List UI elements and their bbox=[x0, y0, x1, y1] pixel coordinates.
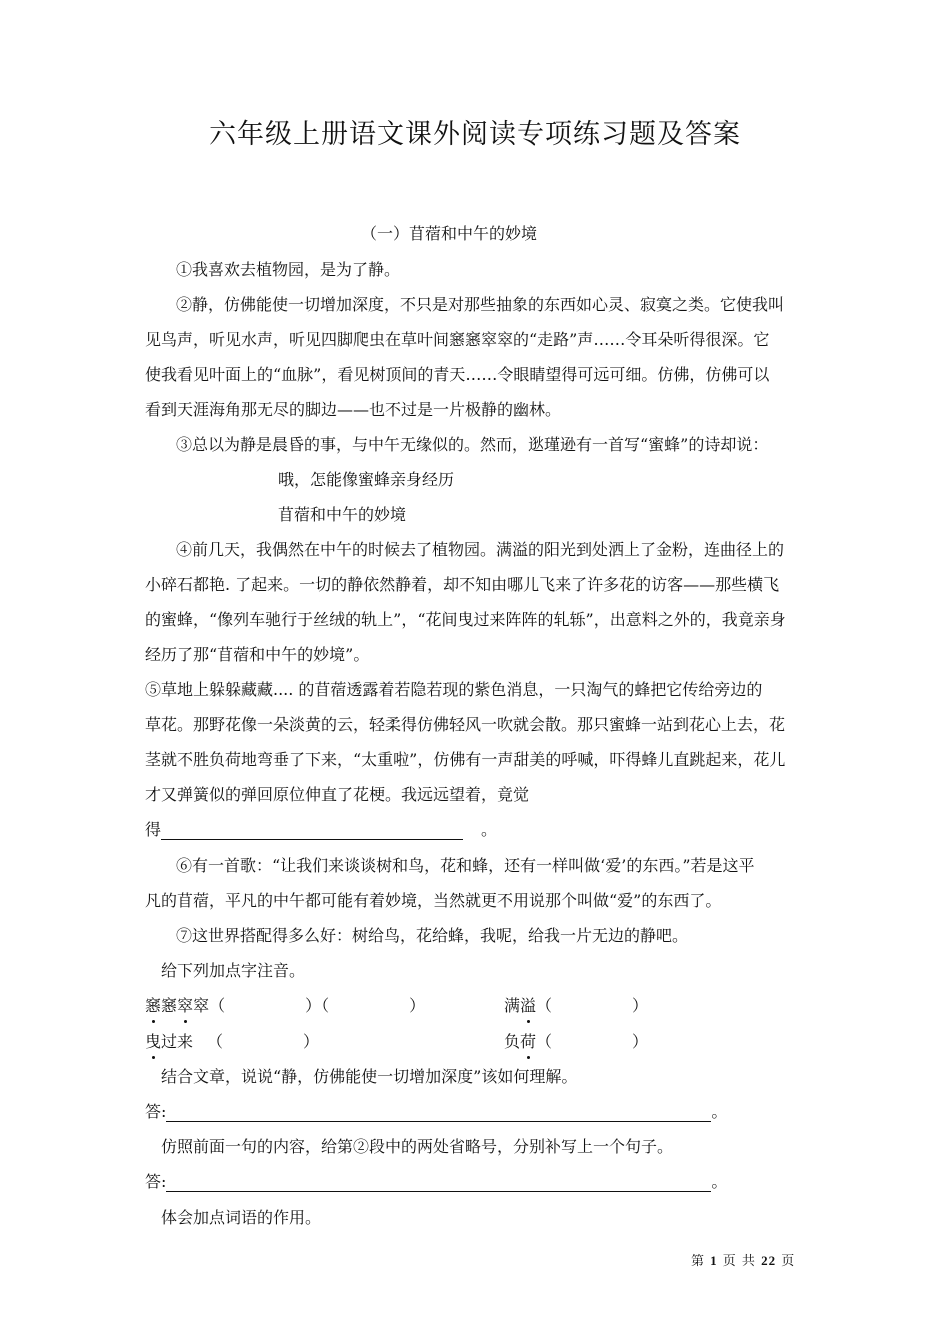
footer-mid: 页 共 bbox=[722, 1254, 756, 1269]
footer-total-pages: 22 bbox=[761, 1253, 777, 1268]
paragraph-4-line: ④前几天，我偶然在中午的时候去了植物园。满溢的阳光到处洒上了金粉，连曲径上的 bbox=[176, 540, 785, 559]
paragraph-6-line: 凡的苜蓿，平凡的中午都可能有着妙境，当然就更不用说那个叫做“爱”的东西了。 bbox=[145, 891, 722, 910]
question-3: 仿照前面一句的内容，给第②段中的两处省略号，分别补写上一个句子。 bbox=[161, 1137, 674, 1156]
fill-blank-line bbox=[145, 820, 497, 840]
answer-end: 。 bbox=[711, 1172, 728, 1191]
poem-line: 苜蓿和中午的妙境 bbox=[278, 505, 407, 524]
answer-brackets[interactable]: （ ）（ ） bbox=[209, 996, 426, 1015]
paragraph-2-line: ②静，仿佛能使一切增加深度，不只是对那些抽象的东西如心灵、寂寞之类。它使我叫 bbox=[176, 295, 785, 314]
pinyin-item-4 bbox=[504, 1032, 648, 1052]
plain-char: 过来 bbox=[161, 1032, 194, 1051]
pinyin-item-3 bbox=[145, 1032, 319, 1052]
question-4: 体会加点词语的作用。 bbox=[161, 1208, 322, 1227]
paragraph-2-line: 见鸟声，听见水声，听见四脚爬虫在草叶间窸窸窣窣的“走路”声……令耳朵听得很深。它 bbox=[145, 330, 770, 349]
question-2: 结合文章，说说“静，仿佛能使一切增加深度”该如何理解。 bbox=[161, 1067, 578, 1086]
paragraph-7: ⑦这世界搭配得多么好：树给鸟，花给蜂，我呢，给我一片无边的静吧。 bbox=[176, 926, 689, 945]
paragraph-2-line: 看到天涯海角那无尽的脚边——也不过是一片极静的幽林。 bbox=[145, 400, 562, 419]
paragraph-4-line: 的蜜蜂，“像列车驰行于丝绒的轨上”，“花间曳过来阵阵的轧轹”，出意料之外的，我竟亲身 bbox=[145, 610, 786, 629]
answer-field[interactable] bbox=[166, 1105, 711, 1122]
pinyin-item-2 bbox=[504, 996, 648, 1016]
fill-blank-prefix: 得 bbox=[145, 820, 162, 839]
paragraph-2-line: 使我看见叶面上的“血脉”，看见树顶间的青天……令眼睛望得可远可细。仿佛，仿佛可以 bbox=[145, 365, 770, 384]
dotted-char: 窣 bbox=[177, 996, 194, 1015]
plain-char: 窣 bbox=[193, 996, 210, 1015]
dotted-char: 荷 bbox=[520, 1032, 537, 1051]
answer-bracket[interactable]: （ ） bbox=[536, 996, 649, 1015]
paragraph-5-line: ⑤草地上躲躲藏藏.... 的苜蓿透露着若隐若现的紫色消息，一只淘气的蜂把它传给旁边的 bbox=[145, 680, 763, 699]
dotted-char: 曳 bbox=[145, 1032, 162, 1051]
answer-bracket[interactable]: （ ） bbox=[536, 1032, 649, 1051]
section-heading: （一）苜蓿和中午的妙境 bbox=[361, 224, 538, 243]
fill-blank-suffix: 。 bbox=[481, 820, 498, 839]
paragraph-3: ③总以为静是晨昏的事，与中午无缘似的。然而，逖瑾逊有一首写“蜜蜂”的诗却说： bbox=[176, 435, 769, 454]
question-1: 给下列加点字注音。 bbox=[161, 961, 306, 980]
answer-bracket[interactable]: （ ） bbox=[207, 1032, 320, 1051]
page-footer bbox=[691, 1250, 795, 1269]
footer-page-number: 1 bbox=[710, 1253, 718, 1268]
plain-char: 窸 bbox=[161, 996, 178, 1015]
footer-prefix: 第 bbox=[691, 1254, 706, 1269]
paragraph-1: ①我喜欢去植物园，是为了静。 bbox=[176, 260, 401, 279]
paragraph-5-line: 才又弹簧似的弹回原位伸直了花梗。我远远望着，竟觉 bbox=[145, 785, 530, 804]
answer-field[interactable] bbox=[166, 1175, 711, 1192]
answer-line-2 bbox=[145, 1102, 727, 1122]
fill-blank-field[interactable] bbox=[161, 823, 463, 840]
pinyin-item-1 bbox=[145, 996, 425, 1016]
paragraph-4-line: 小碎石都艳. 了起来。一切的静依然静着，却不知由哪儿飞来了许多花的访客——那些横飞 bbox=[145, 575, 780, 594]
dotted-char: 溢 bbox=[520, 996, 537, 1015]
answer-end: 。 bbox=[711, 1102, 728, 1121]
answer-label: 答: bbox=[145, 1102, 167, 1121]
document-title: 六年级上册语文课外阅读专项练习题及答案 bbox=[209, 119, 741, 150]
paragraph-5-line: 草花。那野花像一朵淡黄的云，轻柔得仿佛轻风一吹就会散。那只蜜蜂一站到花心上去，花 bbox=[145, 715, 786, 734]
paragraph-5-line: 茎就不胜负荷地弯垂了下来，“太重啦”，仿佛有一声甜美的呼喊，吓得蜂儿直跳起来，花儿 bbox=[145, 750, 786, 769]
answer-label: 答: bbox=[145, 1172, 167, 1191]
paragraph-4-line: 经历了那“苜蓿和中午的妙境”。 bbox=[145, 645, 370, 664]
plain-char: 负 bbox=[504, 1032, 521, 1051]
plain-char: 满 bbox=[504, 996, 521, 1015]
paragraph-6-line: ⑥有一首歌：“让我们来谈谈树和鸟，花和蜂，还有一样叫做‘爱’的东西。”若是这平 bbox=[176, 856, 755, 875]
dotted-char: 窸 bbox=[145, 996, 162, 1015]
poem-line: 哦，怎能像蜜蜂亲身经历 bbox=[278, 470, 455, 489]
footer-suffix: 页 bbox=[781, 1254, 796, 1269]
answer-line-3 bbox=[145, 1172, 727, 1192]
